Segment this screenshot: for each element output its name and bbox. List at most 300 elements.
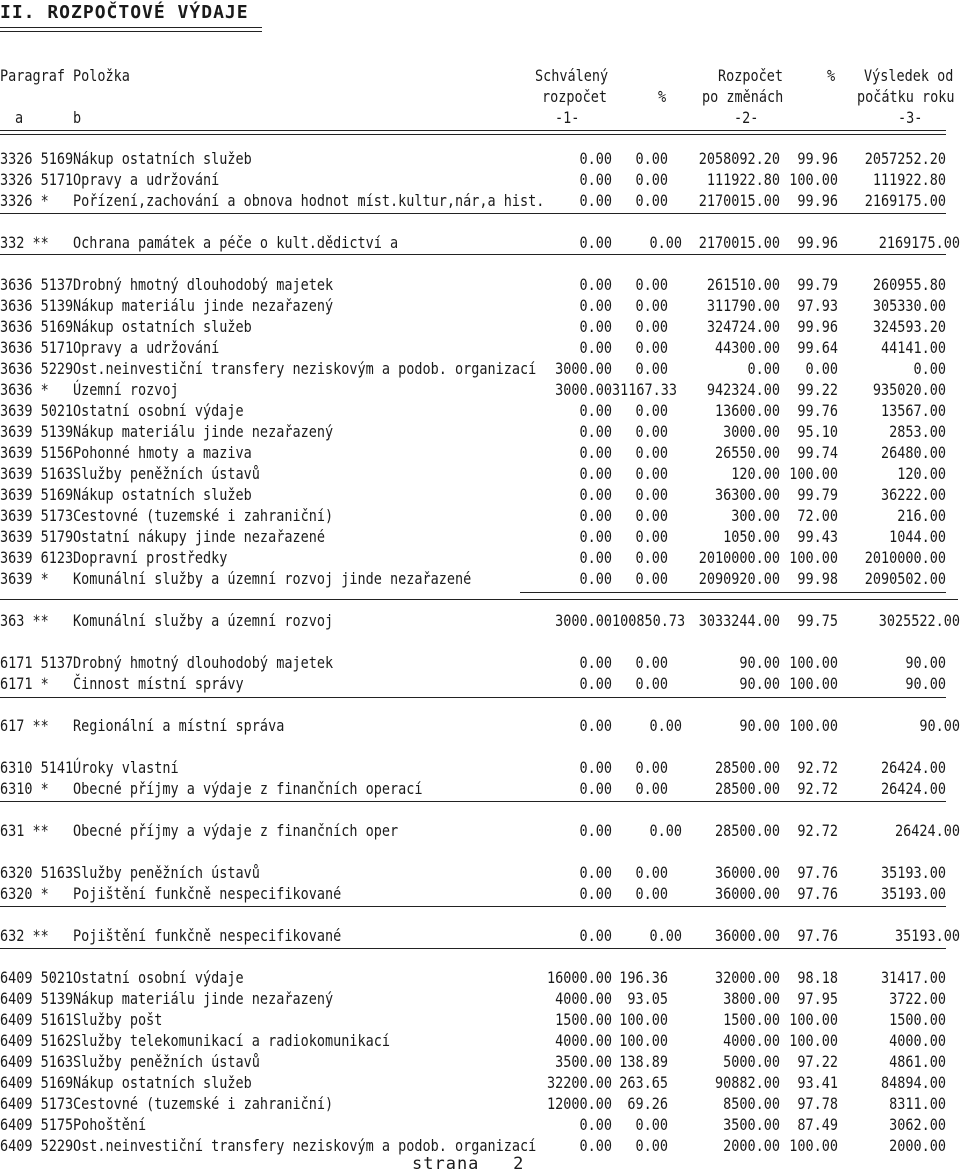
row-revised-budget: 3000.00 xyxy=(723,423,780,442)
row-description: Ost.neinvestiční transfery neziskovým a podob. organizací xyxy=(73,360,537,379)
row-approved-budget: 16000.00 xyxy=(546,969,612,988)
header-pct2: % xyxy=(827,67,836,86)
row-code: 3639 5173 xyxy=(0,507,74,526)
header-schvaleny-l2: rozpočet xyxy=(542,88,608,107)
row-description: Drobný hmotný dlouhodobý majetek xyxy=(73,654,334,673)
row-result: 1044.00 xyxy=(889,528,946,547)
row-pct-2: 97.76 xyxy=(797,927,838,946)
row-pct-2: 97.95 xyxy=(797,990,838,1009)
row-pct-1: 0.00 xyxy=(635,171,668,190)
row-approved-budget: 0.00 xyxy=(579,276,612,295)
row-description: Nákup materiálu jinde nezařazený xyxy=(73,990,334,1009)
row-pct-1: 196.36 xyxy=(619,969,668,988)
table-row xyxy=(0,570,960,588)
subtotal-row xyxy=(0,927,960,945)
row-approved-budget: 12000.00 xyxy=(546,1095,612,1114)
row-revised-budget: 324724.00 xyxy=(706,318,780,337)
row-pct-2: 99.43 xyxy=(797,528,838,547)
row-result: 36222.00 xyxy=(880,486,946,505)
row-description: Regionální a místní správa xyxy=(73,717,285,736)
table-row xyxy=(0,150,960,168)
row-revised-budget: 90.00 xyxy=(739,717,780,736)
row-pct-1: 0.00 xyxy=(635,150,668,169)
row-code: 3639 5139 xyxy=(0,423,74,442)
row-approved-budget: 0.00 xyxy=(579,864,612,883)
row-revised-budget: 44300.00 xyxy=(714,339,780,358)
row-approved-budget: 0.00 xyxy=(579,486,612,505)
row-pct-1: 263.65 xyxy=(619,1074,668,1093)
row-approved-budget: 0.00 xyxy=(579,150,612,169)
row-code: 6310 * xyxy=(0,780,49,799)
row-result: 26424.00 xyxy=(880,759,946,778)
row-revised-budget: 36000.00 xyxy=(714,864,780,883)
row-pct-1: 0.00 xyxy=(635,570,668,589)
row-description: Opravy a udržování xyxy=(73,171,220,190)
row-code: 6320 5163 xyxy=(0,864,74,883)
row-result: 324593.20 xyxy=(872,318,946,337)
row-pct-2: 93.41 xyxy=(797,1074,838,1093)
row-result: 2090502.00 xyxy=(864,570,946,589)
row-pct-1: 138.89 xyxy=(619,1053,668,1072)
table-row xyxy=(0,381,960,399)
row-result: 26424.00 xyxy=(894,822,960,841)
row-revised-budget: 13600.00 xyxy=(714,402,780,421)
row-code: 3639 5163 xyxy=(0,465,74,484)
row-pct-1: 0.00 xyxy=(635,654,668,673)
row-description: Služby pošt xyxy=(73,1011,163,1030)
row-pct-1: 0.00 xyxy=(635,864,668,883)
table-row xyxy=(0,1011,960,1029)
row-pct-2: 98.18 xyxy=(797,969,838,988)
row-pct-2: 97.76 xyxy=(797,885,838,904)
row-approved-budget: 4000.00 xyxy=(555,990,612,1009)
row-revised-budget: 3800.00 xyxy=(723,990,780,1009)
row-pct-1: 31167.33 xyxy=(612,381,678,400)
row-revised-budget: 90882.00 xyxy=(714,1074,780,1093)
row-revised-budget: 28500.00 xyxy=(714,822,780,841)
row-description: Územní rozvoj xyxy=(73,381,179,400)
row-description: Ostatní osobní výdaje xyxy=(73,402,244,421)
row-description: Pohonné hmoty a maziva xyxy=(73,444,252,463)
row-pct-2: 92.72 xyxy=(797,822,838,841)
row-revised-budget: 2010000.00 xyxy=(698,549,780,568)
row-description: Opravy a udržování xyxy=(73,339,220,358)
row-approved-budget: 1500.00 xyxy=(555,1011,612,1030)
row-code: 3326 5171 xyxy=(0,171,74,190)
page-title: II. ROZPOČTOVÉ VÝDAJE xyxy=(0,2,249,23)
table-row xyxy=(0,885,960,903)
table-row xyxy=(0,339,960,357)
row-revised-budget: 28500.00 xyxy=(714,759,780,778)
page-number: strana 2 xyxy=(412,1154,525,1174)
header-polozka: Položka xyxy=(73,67,130,86)
row-pct-2: 100.00 xyxy=(789,717,838,736)
row-pct-1: 0.00 xyxy=(635,297,668,316)
row-description: Komunální služby a územní rozvoj xyxy=(73,612,334,631)
section-rule xyxy=(0,254,946,255)
row-approved-budget: 0.00 xyxy=(579,654,612,673)
row-code: 6409 5229 xyxy=(0,1137,74,1156)
row-pct-1: 0.00 xyxy=(635,465,668,484)
row-code: 617 ** xyxy=(0,717,49,736)
table-row xyxy=(0,402,960,420)
row-pct-2: 99.98 xyxy=(797,570,838,589)
row-result: 35193.00 xyxy=(880,885,946,904)
row-description: Drobný hmotný dlouhodobý majetek xyxy=(73,276,334,295)
row-pct-2: 100.00 xyxy=(789,1032,838,1051)
row-description: Ost.neinvestiční transfery neziskovým a podob. organizací xyxy=(73,1137,537,1156)
row-code: 632 ** xyxy=(0,927,49,946)
row-approved-budget: 0.00 xyxy=(579,192,612,211)
row-revised-budget: 90.00 xyxy=(739,675,780,694)
row-revised-budget: 3500.00 xyxy=(723,1116,780,1135)
row-code: 6171 5137 xyxy=(0,654,74,673)
row-code: 6409 5162 xyxy=(0,1032,74,1051)
header-col-2: -2- xyxy=(734,109,759,128)
row-revised-budget: 28500.00 xyxy=(714,780,780,799)
row-pct-1: 0.00 xyxy=(635,339,668,358)
row-pct-2: 99.79 xyxy=(797,486,838,505)
header-col-3: -3- xyxy=(898,109,923,128)
row-approved-budget: 32200.00 xyxy=(546,1074,612,1093)
row-pct-1: 0.00 xyxy=(649,822,682,841)
row-approved-budget: 3000.00 xyxy=(555,612,612,631)
row-pct-1: 0.00 xyxy=(635,528,668,547)
row-result: 8311.00 xyxy=(889,1095,946,1114)
row-code: 6310 5141 xyxy=(0,759,74,778)
row-result: 3025522.00 xyxy=(878,612,960,631)
row-approved-budget: 0.00 xyxy=(579,444,612,463)
table-row xyxy=(0,171,960,189)
row-approved-budget: 0.00 xyxy=(579,1116,612,1135)
row-code: 3636 5169 xyxy=(0,318,74,337)
row-approved-budget: 3000.00 xyxy=(555,381,612,400)
row-pct-2: 100.00 xyxy=(789,1137,838,1156)
row-pct-2: 72.00 xyxy=(797,507,838,526)
row-pct-2: 99.96 xyxy=(797,318,838,337)
row-revised-budget: 36000.00 xyxy=(714,927,780,946)
row-result: 4000.00 xyxy=(889,1032,946,1051)
subtotal-row xyxy=(0,822,960,840)
row-revised-budget: 311790.00 xyxy=(706,297,780,316)
row-pct-1: 0.00 xyxy=(635,402,668,421)
header-col-b: b xyxy=(73,109,82,128)
header-rule xyxy=(0,130,946,131)
subtotal-row xyxy=(0,234,960,252)
row-revised-budget: 2170015.00 xyxy=(698,234,780,253)
row-approved-budget: 0.00 xyxy=(579,171,612,190)
row-approved-budget: 3500.00 xyxy=(555,1053,612,1072)
row-description: Komunální služby a územní rozvoj jinde nezařazené xyxy=(73,570,472,589)
row-approved-budget: 3000.00 xyxy=(555,360,612,379)
row-pct-1: 0.00 xyxy=(635,423,668,442)
row-description: Pohoštění xyxy=(73,1116,147,1135)
row-code: 6409 5161 xyxy=(0,1011,74,1030)
row-result: 2169175.00 xyxy=(864,192,946,211)
row-revised-budget: 2170015.00 xyxy=(698,192,780,211)
row-revised-budget: 36300.00 xyxy=(714,486,780,505)
row-pct-1: 0.00 xyxy=(635,360,668,379)
table-row xyxy=(0,1137,960,1155)
row-approved-budget: 0.00 xyxy=(579,885,612,904)
table-row xyxy=(0,465,960,483)
row-pct-1: 0.00 xyxy=(635,780,668,799)
header-pct1: % xyxy=(658,88,667,107)
header-rozpocet: Rozpočet xyxy=(718,67,784,86)
row-approved-budget: 0.00 xyxy=(579,465,612,484)
section-rule xyxy=(0,948,946,949)
row-pct-2: 99.96 xyxy=(797,234,838,253)
row-approved-budget: 0.00 xyxy=(579,1137,612,1156)
row-pct-2: 99.22 xyxy=(797,381,838,400)
row-result: 2057252.20 xyxy=(864,150,946,169)
row-description: Služby peněžních ústavů xyxy=(73,465,260,484)
row-description: Ochrana památek a péče o kult.dědictví a xyxy=(73,234,399,253)
header-rule-2 xyxy=(0,134,946,135)
row-pct-1: 0.00 xyxy=(635,276,668,295)
row-approved-budget: 0.00 xyxy=(579,549,612,568)
row-result: 13567.00 xyxy=(880,402,946,421)
row-result: 935020.00 xyxy=(872,381,946,400)
row-result: 120.00 xyxy=(897,465,946,484)
row-pct-2: 92.72 xyxy=(797,759,838,778)
row-code: 3639 6123 xyxy=(0,549,74,568)
row-code: 3326 5169 xyxy=(0,150,74,169)
row-pct-2: 100.00 xyxy=(789,654,838,673)
row-result: 3062.00 xyxy=(889,1116,946,1135)
row-code: 6409 5163 xyxy=(0,1053,74,1072)
row-code: 363 ** xyxy=(0,612,49,631)
row-description: Nákup ostatních služeb xyxy=(73,1074,252,1093)
row-code: 3326 * xyxy=(0,192,49,211)
table-row xyxy=(0,486,960,504)
row-description: Pojištění funkčně nespecifikované xyxy=(73,927,342,946)
row-pct-2: 100.00 xyxy=(789,675,838,694)
row-approved-budget: 0.00 xyxy=(579,507,612,526)
row-code: 6409 5021 xyxy=(0,969,74,988)
header-schvaleny: Schválený xyxy=(535,67,609,86)
row-pct-2: 95.10 xyxy=(797,423,838,442)
row-pct-1: 100850.73 xyxy=(612,612,686,631)
row-approved-budget: 0.00 xyxy=(579,570,612,589)
table-row xyxy=(0,528,960,546)
table-row xyxy=(0,192,960,210)
row-approved-budget: 0.00 xyxy=(579,780,612,799)
table-row xyxy=(0,276,960,294)
row-pct-1: 100.00 xyxy=(619,1011,668,1030)
row-revised-budget: 2058092.20 xyxy=(698,150,780,169)
row-revised-budget: 36000.00 xyxy=(714,885,780,904)
row-result: 2000.00 xyxy=(889,1137,946,1156)
row-approved-budget: 4000.00 xyxy=(555,1032,612,1051)
row-pct-2: 99.74 xyxy=(797,444,838,463)
row-revised-budget: 2090920.00 xyxy=(698,570,780,589)
row-pct-1: 0.00 xyxy=(649,927,682,946)
row-code: 631 ** xyxy=(0,822,49,841)
row-description: Pořízení,zachování a obnova hodnot míst.kultur,nár,a hist. xyxy=(73,192,545,211)
row-result: 35193.00 xyxy=(880,864,946,883)
row-approved-budget: 0.00 xyxy=(579,822,612,841)
row-pct-1: 0.00 xyxy=(635,675,668,694)
row-description: Ostatní osobní výdaje xyxy=(73,969,244,988)
row-pct-2: 100.00 xyxy=(789,465,838,484)
row-result: 35193.00 xyxy=(894,927,960,946)
row-code: 3636 * xyxy=(0,381,49,400)
row-description: Služby peněžních ústavů xyxy=(73,864,260,883)
row-pct-1: 0.00 xyxy=(635,486,668,505)
row-pct-1: 0.00 xyxy=(635,507,668,526)
header-rozpocet-l2: po změnách xyxy=(702,88,784,107)
row-approved-budget: 0.00 xyxy=(579,675,612,694)
row-description: Obecné příjmy a výdaje z finančních operací xyxy=(73,780,423,799)
row-pct-1: 0.00 xyxy=(649,234,682,253)
row-pct-1: 0.00 xyxy=(635,444,668,463)
row-code: 6409 5139 xyxy=(0,990,74,1009)
row-pct-2: 97.76 xyxy=(797,864,838,883)
row-revised-budget: 120.00 xyxy=(731,465,780,484)
row-pct-1: 93.05 xyxy=(627,990,668,1009)
row-result: 2169175.00 xyxy=(878,234,960,253)
table-row xyxy=(0,297,960,315)
row-description: Úroky vlastní xyxy=(73,759,179,778)
section-rule xyxy=(520,592,946,593)
table-row xyxy=(0,780,960,798)
row-code: 6320 * xyxy=(0,885,49,904)
header-vysledek-l2: počátku roku xyxy=(857,88,955,107)
row-revised-budget: 32000.00 xyxy=(714,969,780,988)
table-row xyxy=(0,759,960,777)
row-code: 3639 * xyxy=(0,570,49,589)
row-result: 84894.00 xyxy=(880,1074,946,1093)
row-approved-budget: 0.00 xyxy=(579,423,612,442)
row-code: 3636 5229 xyxy=(0,360,74,379)
row-revised-budget: 1050.00 xyxy=(723,528,780,547)
row-approved-budget: 0.00 xyxy=(579,927,612,946)
row-description: Činnost místní správy xyxy=(73,675,244,694)
row-result: 90.00 xyxy=(905,675,946,694)
row-result: 2853.00 xyxy=(889,423,946,442)
row-result: 44141.00 xyxy=(880,339,946,358)
row-result: 31417.00 xyxy=(880,969,946,988)
row-description: Služby telekomunikací a radiokomunikací xyxy=(73,1032,390,1051)
table-row xyxy=(0,1053,960,1071)
header-col-a: a xyxy=(15,109,24,128)
row-code: 3639 5156 xyxy=(0,444,74,463)
row-result: 26480.00 xyxy=(880,444,946,463)
table-row xyxy=(0,864,960,882)
section-rule xyxy=(0,906,946,907)
row-code: 3636 5137 xyxy=(0,276,74,295)
title-underline xyxy=(0,27,262,28)
row-revised-budget: 0.00 xyxy=(747,360,780,379)
header-paragraf: Paragraf xyxy=(0,67,66,86)
row-result: 111922.80 xyxy=(872,171,946,190)
row-code: 6171 * xyxy=(0,675,49,694)
table-row xyxy=(0,1095,960,1113)
row-result: 260955.80 xyxy=(872,276,946,295)
row-result: 305330.00 xyxy=(872,297,946,316)
row-code: 3639 5169 xyxy=(0,486,74,505)
row-pct-2: 99.64 xyxy=(797,339,838,358)
row-pct-1: 0.00 xyxy=(635,759,668,778)
row-pct-2: 99.76 xyxy=(797,402,838,421)
row-revised-budget: 1500.00 xyxy=(723,1011,780,1030)
row-approved-budget: 0.00 xyxy=(579,402,612,421)
row-result: 26424.00 xyxy=(880,780,946,799)
table-row xyxy=(0,990,960,1008)
row-pct-2: 97.78 xyxy=(797,1095,838,1114)
row-code: 3636 5171 xyxy=(0,339,74,358)
row-description: Nákup ostatních služeb xyxy=(73,486,252,505)
row-approved-budget: 0.00 xyxy=(579,339,612,358)
row-description: Služby peněžních ústavů xyxy=(73,1053,260,1072)
row-description: Dopravní prostředky xyxy=(73,549,228,568)
row-approved-budget: 0.00 xyxy=(579,759,612,778)
table-row xyxy=(0,444,960,462)
row-pct-2: 97.22 xyxy=(797,1053,838,1072)
row-pct-2: 99.96 xyxy=(797,192,838,211)
row-result: 3722.00 xyxy=(889,990,946,1009)
row-pct-2: 97.93 xyxy=(797,297,838,316)
row-pct-1: 0.00 xyxy=(635,1137,668,1156)
row-revised-budget: 3033244.00 xyxy=(698,612,780,631)
row-pct-2: 100.00 xyxy=(789,549,838,568)
row-revised-budget: 942324.00 xyxy=(706,381,780,400)
section-rule xyxy=(0,801,946,802)
table-row xyxy=(0,549,960,567)
row-revised-budget: 4000.00 xyxy=(723,1032,780,1051)
row-revised-budget: 90.00 xyxy=(739,654,780,673)
table-row xyxy=(0,507,960,525)
row-revised-budget: 261510.00 xyxy=(706,276,780,295)
row-pct-1: 0.00 xyxy=(649,717,682,736)
row-pct-1: 0.00 xyxy=(635,192,668,211)
row-pct-2: 100.00 xyxy=(789,1011,838,1030)
row-code: 6409 5175 xyxy=(0,1116,74,1135)
table-row xyxy=(0,675,960,693)
row-description: Nákup ostatních služeb xyxy=(73,150,252,169)
table-row xyxy=(0,1116,960,1134)
row-result: 216.00 xyxy=(897,507,946,526)
subtotal-row xyxy=(0,612,960,630)
row-revised-budget: 111922.80 xyxy=(706,171,780,190)
row-approved-budget: 0.00 xyxy=(579,717,612,736)
row-description: Nákup materiálu jinde nezařazený xyxy=(73,297,334,316)
row-pct-2: 99.79 xyxy=(797,276,838,295)
row-result: 2010000.00 xyxy=(864,549,946,568)
row-result: 1500.00 xyxy=(889,1011,946,1030)
row-revised-budget: 26550.00 xyxy=(714,444,780,463)
row-description: Nákup ostatních služeb xyxy=(73,318,252,337)
row-approved-budget: 0.00 xyxy=(579,528,612,547)
table-row xyxy=(0,423,960,441)
section-rule xyxy=(0,213,946,214)
row-pct-2: 100.00 xyxy=(789,171,838,190)
row-pct-1: 0.00 xyxy=(635,1116,668,1135)
row-pct-1: 69.26 xyxy=(627,1095,668,1114)
row-result: 90.00 xyxy=(919,717,960,736)
row-description: Pojištění funkčně nespecifikované xyxy=(73,885,342,904)
row-code: 332 ** xyxy=(0,234,49,253)
row-code: 3636 5139 xyxy=(0,297,74,316)
row-pct-1: 0.00 xyxy=(635,549,668,568)
row-pct-2: 87.49 xyxy=(797,1116,838,1135)
table-row xyxy=(0,318,960,336)
row-approved-budget: 0.00 xyxy=(579,234,612,253)
row-revised-budget: 2000.00 xyxy=(723,1137,780,1156)
row-pct-2: 99.75 xyxy=(797,612,838,631)
title-underline-2 xyxy=(0,31,262,32)
